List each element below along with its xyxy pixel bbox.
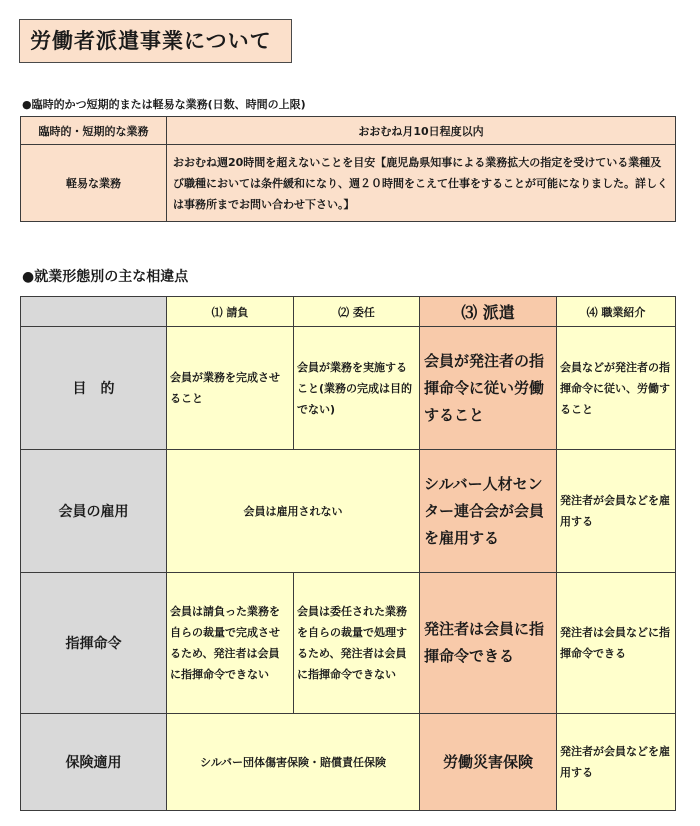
cell-employment-dispatch: シルバー人材センター連合会が会員を雇用する	[420, 450, 557, 573]
cell-insurance-contract-mandate: シルバー団体傷害保険・賠償責任保険	[167, 714, 420, 811]
row-label-insurance: 保険適用	[21, 714, 167, 811]
section-heading-employment-types: ●就業形態別の主な相違点	[22, 269, 189, 285]
corner-cell	[21, 297, 167, 327]
cell-employment-contract-mandate: 会員は雇用されない	[167, 450, 420, 573]
table-row	[21, 117, 676, 145]
table-row	[21, 714, 676, 811]
employment-comparison-table	[20, 296, 676, 811]
row-label-purpose: 目 的	[21, 327, 167, 450]
cell-command-contract: 会員は請負った業務を自らの裁量で完成させるため、発注者は会員に指揮命令できない	[167, 573, 294, 714]
work-limits-table	[20, 116, 676, 222]
col-header-contract: ⑴ 請負	[167, 297, 294, 327]
row-value-temporary: おおむね月10日程度以内	[167, 117, 676, 145]
table-row	[21, 450, 676, 573]
row-label-command: 指揮命令	[21, 573, 167, 714]
row-label-light-work: 軽易な業務	[21, 145, 167, 222]
col-header-placement: ⑷ 職業紹介	[557, 297, 676, 327]
cell-employment-placement: 発注者が会員などを雇用する	[557, 450, 676, 573]
table-row	[21, 573, 676, 714]
cell-purpose-contract: 会員が業務を完成させること	[167, 327, 294, 450]
cell-command-dispatch: 発注者は会員に指揮命令できる	[420, 573, 557, 714]
cell-command-mandate: 会員は委任された業務を自らの裁量で処理するため、発注者は会員に指揮命令できない	[294, 573, 420, 714]
table-row	[21, 145, 676, 222]
cell-purpose-placement: 会員などが発注者の指揮命令に従い、労働すること	[557, 327, 676, 450]
cell-command-placement: 発注者は会員などに指揮命令できる	[557, 573, 676, 714]
cell-insurance-placement: 発注者が会員などを雇用する	[557, 714, 676, 811]
col-header-mandate: ⑵ 委任	[294, 297, 420, 327]
cell-purpose-dispatch: 会員が発注者の指揮命令に従い労働すること	[420, 327, 557, 450]
col-header-dispatch: ⑶ 派遣	[420, 297, 557, 327]
cell-insurance-dispatch: 労働災害保険	[420, 714, 557, 811]
page-title: 労働者派遣事業について	[19, 19, 292, 63]
cell-purpose-mandate: 会員が業務を実施すること(業務の完成は目的でない)	[294, 327, 420, 450]
row-label-employment: 会員の雇用	[21, 450, 167, 573]
table-header-row	[21, 297, 676, 327]
section-heading-work-limits: ●臨時的かつ短期的または軽易な業務(日数、時間の上限)	[22, 98, 306, 111]
row-value-light-work: おおむね週20時間を超えないことを目安【鹿児島県知事による業務拡大の指定を受けている業種及び職種においては条件緩和になり、週２０時間をこえて仕事をすることが可能になりました。詳しくは事務所までお問い合わせ下さい。】	[167, 145, 676, 222]
row-label-temporary: 臨時的・短期的な業務	[21, 117, 167, 145]
table-row	[21, 327, 676, 450]
